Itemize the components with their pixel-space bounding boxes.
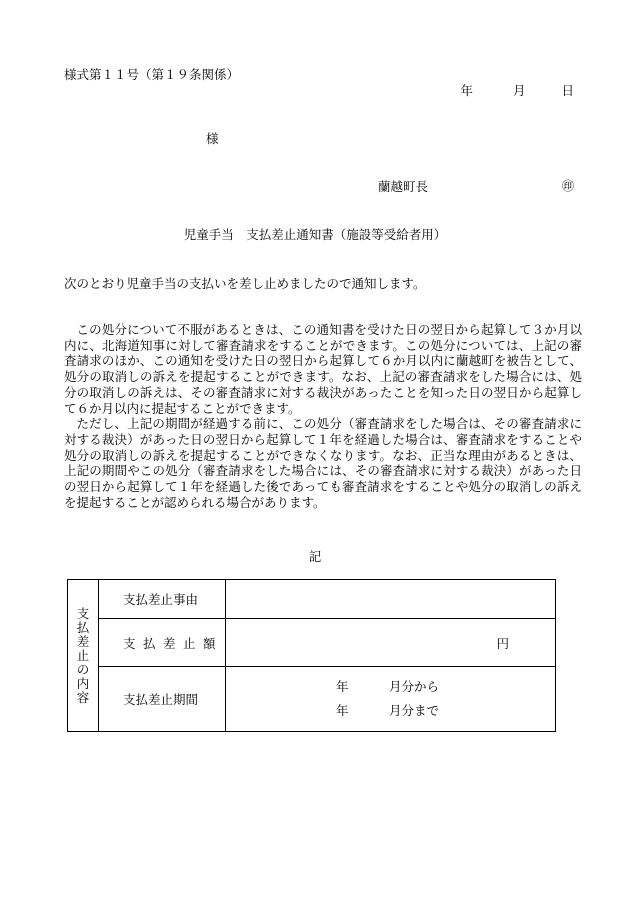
record-mark: 記 [308,549,322,564]
period-to-year: 年 [336,703,349,718]
reason-value-cell[interactable] [226,580,556,619]
group-label-cell [68,580,99,732]
period-from-month: 月分から [389,679,440,694]
period-to-line [226,699,555,723]
period-from-year: 年 [336,679,349,694]
date-year: 年 [460,83,473,98]
seal-mark: ㊞ [562,179,575,193]
group-label-char: 容 [76,689,90,705]
period-to-month: 月分まで [389,703,440,718]
appeal-notice [64,322,582,510]
period-from-line [226,675,555,699]
date-month: 月 [512,83,526,98]
reason-label: 支払差止事由 [99,580,226,619]
amount-unit: 円 [496,635,509,651]
amount-label: 支払差止額 [99,619,226,667]
document-title: 児童手当 支払差止通知書（施設等受給者用） [183,227,447,242]
period-value-cell[interactable] [226,667,556,732]
issuer-name: 蘭越町長 [378,179,429,194]
date-line [454,81,574,99]
suspension-details-table [67,579,556,732]
appeal-paragraph-2: ただし、上記の期間が経過する前に、この処分（審査請求をした場合は、その審査請求に対する裁決）があった日の翌日から起算して１年を経過した場合は、審査請求をすることや処分の取消しの訴えを提起することができなくなります。なお、正当な理由があるときは、上記の期間やこの処分（審査請求をした場合には、その審査請求に対する裁決）があった日の翌日から起算して１年を経過した後であっても審査請求をすることや処分の取消しの訴えを提起することが認められる場合があります。 [64,416,582,510]
intro-text: 次のとおり児童手当の支払いを差し止めましたので通知します。 [64,276,426,291]
period-label: 支払差止期間 [99,667,226,732]
amount-value-cell[interactable] [226,619,556,667]
date-day: 日 [561,83,574,98]
group-label-char: 内 [76,675,90,691]
group-label-char: 支 [76,605,90,621]
form-number: 様式第１１号（第１９条関係） [64,67,240,82]
group-label-char: 差 [76,633,90,649]
appeal-paragraph-1: この処分について不服があるときは、この通知書を受けた日の翌日から起算して３か月以内に、北海道知事に対して審査請求をすることができます。この処分については、上記の審査請求のほか、この通知を受けた日の翌日から起算して６か月以内に蘭越町を被告として、処分の取消しの訴えを提起することができます。なお、上記の審査請求をした場合には、処分の取消しの訴えは、その審査請求に対する裁決があったことを知った日の翌日から起算して６か月以内に提起することができます。 [64,322,582,416]
group-label-char: の [76,661,90,677]
addressee-honorific: 様 [206,131,219,146]
group-label-char: 止 [76,647,90,663]
group-label-char: 払 [76,619,90,635]
